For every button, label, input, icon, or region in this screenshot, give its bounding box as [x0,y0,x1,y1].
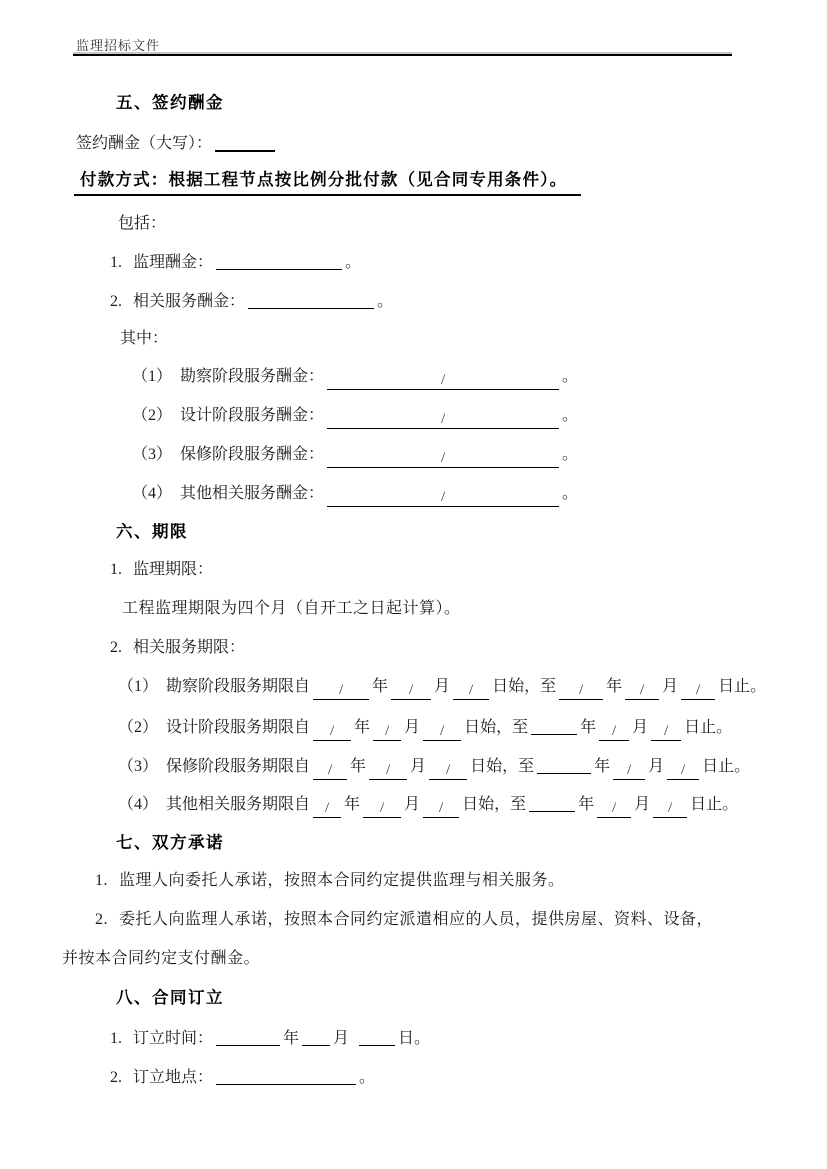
unit-begin: 日始，至 [492,678,557,695]
supervision-period-label: 监理期限： [133,561,214,578]
supervision-period-label-row [110,560,213,580]
section6-heading: 六、期限 [116,523,188,541]
item-number: （2） [132,407,173,424]
include-label: 包括： [118,215,167,232]
period-mark: 。 [345,254,362,271]
end-day-blank[interactable]: / [651,722,681,741]
start-year-blank[interactable]: / [313,722,351,741]
related-service-period-label: 相关服务期限： [133,639,246,656]
page-header-title: 监理招标文件 [76,38,161,53]
contract-month-blank[interactable] [302,1027,330,1046]
unit-month: 月 [648,758,665,775]
unit-year: 年 [283,1030,300,1047]
fee-sub-item-label: 勘察阶段服务酬金： [180,368,325,385]
contract-place-label: 订立地点： [133,1069,214,1086]
period-item-row [118,755,750,780]
end-year-blank[interactable] [529,793,575,812]
signing-fee-label: 签约酬金（大写）： [76,135,213,152]
signing-fee-blank[interactable] [215,132,275,152]
end-day-blank[interactable]: / [653,799,687,818]
item-number: （3） [118,758,159,775]
period-item-row [118,677,766,700]
period-mark: 。 [562,407,579,424]
unit-year: 年 [354,719,371,736]
unit-month: 月 [404,796,421,813]
period-item-label: 其他相关服务期限自 [166,796,311,813]
promise2-row-line1 [95,910,713,930]
fee-item-row [110,290,393,312]
section8-heading: 八、合同订立 [116,989,224,1007]
unit-year: 年 [372,678,389,695]
start-month-blank[interactable]: / [373,722,401,741]
payment-method-text: 付款方式：根据工程节点按比例分批付款（见合同专用条件）。 [74,170,581,196]
promise2-text-line2: 并按本合同约定支付酬金。 [62,950,261,967]
item-number: 1. [110,561,122,578]
end-month-blank[interactable]: / [613,761,645,780]
fee-item-label: 相关服务酬金： [133,293,246,310]
promise1-row [95,871,565,891]
unit-month: 月 [404,719,421,736]
fee-sub-item-row [132,445,578,468]
contract-time-label: 订立时间： [133,1030,214,1047]
unit-end: 日止。 [702,758,751,775]
fee-sub-item-label: 设计阶段服务酬金： [180,407,325,424]
end-month-blank[interactable]: / [599,722,629,741]
header-divider [73,54,732,56]
start-year-blank[interactable]: / [313,799,341,818]
period-mark: 。 [562,485,579,502]
end-month-blank[interactable]: / [625,681,659,700]
item-number: （3） [132,446,173,463]
payment-method-line [74,170,581,196]
end-year-blank[interactable]: / [559,681,603,700]
start-day-blank[interactable]: / [423,799,459,818]
fee-blank-field[interactable]: / [327,449,559,468]
unit-begin: 日始，至 [470,758,535,775]
period-item-label: 保修阶段服务期限自 [166,758,311,775]
contract-year-blank[interactable] [216,1027,280,1046]
period-mark: 。 [562,446,579,463]
item-number: 2. [110,1069,122,1086]
unit-month: 月 [634,796,651,813]
fee-item-row [110,251,361,273]
item-number: 1. [110,1030,122,1047]
end-day-blank[interactable]: / [667,761,699,780]
period-item-label: 设计阶段服务期限自 [166,719,311,736]
fee-blank-field[interactable]: / [327,488,559,507]
fee-blank-field[interactable] [216,251,342,270]
item-number: （2） [118,719,159,736]
item-number: （1） [132,368,173,385]
item-number: 1. [95,872,108,889]
fee-sub-item-row [132,484,578,507]
fee-sub-item-row [132,406,578,429]
unit-month: 月 [662,678,679,695]
item-number: 2. [95,911,108,928]
unit-year: 年 [606,678,623,695]
item-number: （1） [118,678,159,695]
signing-fee-line [76,132,278,154]
section5-heading: 五、签约酬金 [116,94,224,112]
start-month-blank[interactable]: / [363,799,401,818]
among-label: 其中： [120,330,169,347]
fee-blank-field[interactable]: / [327,410,559,429]
start-day-blank[interactable]: / [453,681,489,700]
unit-end: 日止。 [690,796,739,813]
contract-place-row [110,1066,375,1088]
unit-begin: 日始，至 [464,719,529,736]
start-year-blank[interactable]: / [313,761,347,780]
item-number: 1. [110,254,122,271]
contract-time-row [110,1027,430,1049]
start-month-blank[interactable]: / [369,761,407,780]
end-month-blank[interactable]: / [597,799,631,818]
period-item-row [118,716,732,741]
contract-day-blank[interactable] [359,1027,395,1046]
unit-month: 月 [632,719,649,736]
period-mark: 。 [377,293,394,310]
unit-end: 日止。 [718,678,767,695]
end-year-blank[interactable] [531,716,577,735]
fee-blank-field[interactable] [248,290,374,309]
end-year-blank[interactable] [537,755,591,774]
start-day-blank[interactable]: / [429,761,467,780]
start-day-blank[interactable]: / [423,722,461,741]
unit-year: 年 [594,758,611,775]
end-day-blank[interactable]: / [681,681,715,700]
unit-year: 年 [578,796,595,813]
fee-blank-field[interactable]: / [327,371,559,390]
unit-day: 日。 [398,1030,431,1047]
unit-begin: 日始，至 [462,796,527,813]
item-number: （4） [132,485,173,502]
fee-sub-item-label: 保修阶段服务酬金： [180,446,325,463]
section7-heading: 七、双方承诺 [116,834,224,852]
unit-month: 月 [434,678,451,695]
period-mark: 。 [562,368,579,385]
item-number: 2. [110,293,122,310]
item-number: （4） [118,796,159,813]
unit-year: 年 [344,796,361,813]
promise1-text: 监理人向委托人承诺，按照本合同约定提供监理与相关服务。 [119,872,565,889]
period-mark: 。 [359,1069,376,1086]
unit-month: 月 [333,1030,350,1047]
fee-sub-item-row [132,367,578,390]
unit-year: 年 [580,719,597,736]
fee-sub-item-label: 其他相关服务酬金： [180,485,325,502]
item-number: 2. [110,639,122,656]
related-service-period-label-row [110,638,245,658]
unit-year: 年 [350,758,367,775]
period-item-label: 勘察阶段服务期限自 [166,678,311,695]
start-year-blank[interactable]: / [313,681,369,700]
unit-month: 月 [410,758,427,775]
supervision-period-text: 工程监理期限为四个月（自开工之日起计算）。 [122,600,461,617]
promise2-text-line1: 委托人向监理人承诺，按照本合同约定派遣相应的人员，提供房屋、资料、设备， [119,911,714,928]
period-item-row [118,793,738,818]
start-month-blank[interactable]: / [391,681,431,700]
contract-place-blank[interactable] [216,1066,356,1085]
unit-end: 日止。 [684,719,733,736]
fee-item-label: 监理酬金： [133,254,214,271]
